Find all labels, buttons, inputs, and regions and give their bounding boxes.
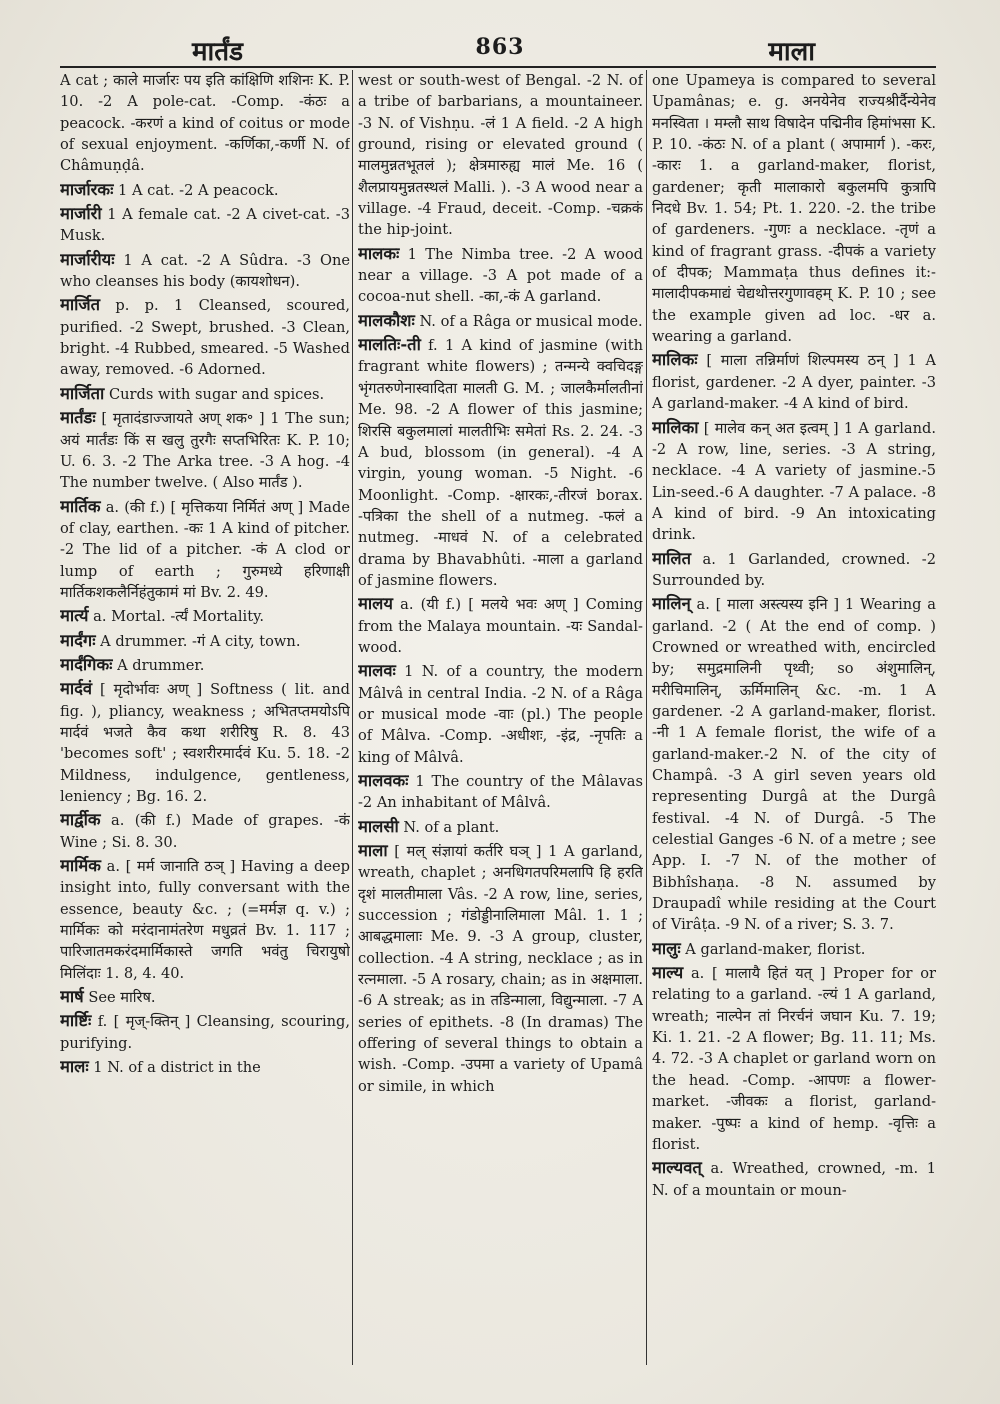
column-divider <box>646 70 647 1365</box>
entry-text: 1 A cat. -2 A peacock. <box>113 181 279 199</box>
entry-headword: मालित <box>652 548 692 568</box>
entry-headword: मार्ष्टिः <box>60 1011 92 1031</box>
entry-text: 1 N. of a district in the <box>88 1059 261 1077</box>
entry-headword: मार्तिक <box>60 496 101 516</box>
entry-text: a. Wreathed, crowned, -m. 1 N. of a mountain or moun- <box>652 1160 936 1199</box>
dictionary-entry <box>358 243 643 308</box>
dictionary-entry <box>358 593 643 658</box>
entry-text: a. Mortal. -र्त्यं Mortality. <box>88 608 265 626</box>
entry-headword: मार्जारीयः <box>60 249 115 269</box>
column-divider <box>352 70 353 1365</box>
entry-text: f. 1 A kind of jasmine (with fragrant white flowers) ; तन्मन्ये क्वचिदङ्ग भृंगतरुणेनास्वादिता मालती G. M. ; जालकैर्मालतीनां Me. 98. -2 A flower of this jasmine; शिरसि बकुलमालां मालतीभिः समेतां Rs. 2. 24. -3 A bud, blossom (in general). -4 A virgin, young woman. -5 Night. -6 Moonlight. -Comp. -क्षारकः,-तीरजं borax. -पत्रिका the shell of a nutmeg. -फलं a nutmeg. -माधवं N. of a celebrated drama by Bhavabhûti. -माला a garland of jasmine flowers. <box>358 337 643 589</box>
dictionary-entry <box>60 407 350 493</box>
entry-headword: मालवकः <box>358 771 409 790</box>
entry-headword: मालवः <box>358 661 396 681</box>
column-3 <box>652 70 936 1365</box>
entry-text: a. (यी f.) [ मलये भवः अण् ] Coming from the Malaya mountain. -यः Sandal-wood. <box>358 596 643 656</box>
dictionary-entry <box>60 605 350 627</box>
entry-text: a. [ मर्म जानाति ठञ् ] Having a deep insight into, fully conversant with the essence, beauty &c. ; (=मर्मज्ञ q. v.) ; मार्मिकः को मरंदानामंतरेण मधुव्रतं Bv. 1. 117 ; पारिजातमकरंदमार्मिकास्ते जगति भवंतु चिरायुषो मिलिंदाः 1. 8, 4. 40. <box>60 858 350 982</box>
entry-headword: मालिका <box>652 417 699 437</box>
entry-text: 1 A female cat. -2 A civet-cat. -3 Musk. <box>60 206 350 245</box>
entry-text: 1 The country of the Mâlavas -2 An inhabitant of Mâlvâ. <box>358 773 643 812</box>
dictionary-entry <box>652 1157 936 1201</box>
entry-text: west or south-west of Bengal. -2 N. of a tribe of barbarians, a mountaineer. -3 N. of Vishṇu. -लं 1 A field. -2 A high ground, rising or elevated ground ( मालमुन्नतभूतलं ); क्षेत्रमारुह्य मालं Me. 16 ( शैलप्रायमुन्नतस्थलं Malli. ). -3 A wood near a village. -4 Fraud, deceit. -Comp. -चक्रकं the hip-joint. <box>358 72 643 239</box>
dictionary-entry <box>652 938 936 960</box>
dictionary-entry <box>358 310 643 332</box>
entry-headword: मालिन् <box>652 594 691 614</box>
entry-text: a. (की f.) Made of grapes. -कं Wine ; Si. 8. 30. <box>60 812 350 851</box>
dictionary-entry <box>358 70 643 241</box>
entry-text: a. (की f.) [ मृत्तिकया निर्मितं अण् ] Made of clay, earthen. -कः 1 A kind of pitcher. -2 The lid of a pitcher. -कं A clod or lump of earth ; गुरुमध्ये हरिणाक्षी मार्तिकशकलैर्निहंतुकामं मां Bv. 2. 49. <box>60 498 350 601</box>
entry-text: a. [ माला अस्त्यस्य इनि ] 1 Wearing a garland. -2 ( At the end of comp. ) Crowned or wreathed with, encircled by; समुद्रमालिनी पृथ्वी; so अंशुमालिन्, मरीचिमालिन्, ऊर्मिमालिन् &c. -m. 1 A gardener. -2 A garland-maker, florist. -नी 1 A female florist, the wife of a garland-maker.-2 N. of the city of Champâ. -3 A girl seven years old representing Durgâ at the Durgâ festival. -4 N. of Durgâ. -5 The celestial Ganges -6 N. of a metre ; see App. I. -7 N. of the mother of Bibhîshaṇa. -8 N. assumed by Draupadî while residing at the Court of Virâṭa. -9 N. of a river; S. 3. 7. <box>652 596 936 934</box>
entry-text: N. of a plant. <box>398 818 500 836</box>
right-running-headword: माला <box>768 37 815 67</box>
header-rule <box>60 66 936 68</box>
dictionary-entry <box>60 249 350 293</box>
entry-headword: मार्जारी <box>60 204 102 224</box>
dictionary-entry <box>652 70 936 347</box>
entry-headword: माल्यवत् <box>652 1158 702 1178</box>
entry-headword: मार्द्वीक <box>60 810 101 830</box>
dictionary-entry <box>652 593 936 936</box>
dictionary-entry <box>358 334 643 591</box>
entry-headword: मालकौशः <box>358 310 415 330</box>
dictionary-entry <box>358 840 643 1097</box>
entry-text: A cat ; काले मार्जारः पय इति कांक्षिणि शशिनः K. P. 10. -2 A pole-cat. -Comp. -कंठः a peacock. -करणं a kind of coitus or mode of sexual enjoyment. -कर्णिका,-कर्णी N. of Châmuṇḍâ. <box>60 72 350 175</box>
dictionary-entry <box>358 770 643 814</box>
entry-text: See मारिष. <box>83 989 156 1007</box>
entry-text: A drummer. <box>112 656 205 674</box>
entry-headword: मार्जिता <box>60 383 105 403</box>
entry-text: [ मृदोर्भावः अण् ] Softness ( lit. and fig. ), pliancy, weakness ; अभितप्तमयोऽपि मार्दवं भजते कैव कथा शरीरिषु R. 8. 43 'becomes soft' ; स्वशरीरमार्दवं Ku. 5. 18. -2 Mildness, indulgence, gentleness, leniency ; Bg. 16. 2. <box>60 681 350 805</box>
entry-text: 1 A cat. -2 A Sûdra. -3 One who cleanses his body (कायशोधन). <box>60 251 350 291</box>
entry-text: f. [ मृज्-क्तिन् ] Cleansing, scouring, purifying. <box>60 1013 350 1052</box>
dictionary-entry <box>60 294 350 380</box>
dictionary-entry <box>60 383 350 405</box>
entry-text: 1 The Nimba tree. -2 A wood near a village. -3 A pot made of a cocoa-nut shell. -का,-कं A garland. <box>358 245 643 306</box>
entry-headword: मार्दंगिकः <box>60 654 113 674</box>
entry-headword: मालय <box>358 594 393 614</box>
dictionary-entry <box>60 1056 350 1078</box>
dictionary-entry <box>60 203 350 247</box>
dictionary-entry <box>60 809 350 853</box>
columns <box>60 70 936 1365</box>
dictionary-entry <box>60 855 350 984</box>
column-2 <box>358 70 643 1365</box>
entry-headword: मालः <box>60 1057 89 1077</box>
dictionary-entry <box>60 986 350 1008</box>
entry-headword: माल्य <box>652 963 684 983</box>
dictionary-entry <box>60 496 350 604</box>
entry-headword: मार्मिक <box>60 856 101 876</box>
entry-headword: मालकः <box>358 243 400 263</box>
entry-text: A garland-maker, florist. <box>680 940 866 958</box>
page-header <box>60 30 940 70</box>
entry-text: a. [ मालायै हितं यत् ] Proper for or relating to a garland. -ल्यं 1 A garland, wreath; नाल्पेन तां निरर्चनं जघान Ku. 7. 19; Ki. 1. 21. -2 A flower; Bg. 11. 11; Ms. 4. 72. -3 A chaplet or garland worn on the head. -Comp. -आपणः a flower-market. -जीवकः a florist, garland-maker. -पुष्पः a kind of hemp. -वृत्तिः a florist. <box>652 965 936 1153</box>
entry-text: [ मल् संज्ञायां कर्तरि घञ् ] 1 A garland, wreath, chaplet ; अनधिगतपरिमलापि हि हरति दृशं मालतीमाला Vâs. -2 A row, line, series, succession ; गंडोड्डीनालिमाला Mâl. 1. 1 ; आबद्धमालाः Me. 9. -3 A group, cluster, collection. -4 A string, necklace ; as in रत्नमाला. -5 A rosary, chain; as in अक्षमाला. -6 A streak; as in तडिन्माला, विद्युन्माला. -7 A series of epithets. -8 (In dramas) The offering of several things to obtain a wish. -Comp. -उपमा a variety of Upamâ or simile, in which <box>358 843 643 1095</box>
dictionary-entry <box>60 1010 350 1054</box>
dictionary-entry <box>358 816 643 838</box>
entry-headword: माला <box>358 841 388 861</box>
dictionary-entry <box>60 654 350 676</box>
entry-headword: मार्जारकः <box>60 179 114 199</box>
entry-headword: मार्दवं <box>60 679 93 699</box>
entry-headword: मार्तंडः <box>60 408 96 428</box>
entry-headword: मार्दंगः <box>60 630 96 650</box>
entry-headword: मालिकः <box>652 350 698 370</box>
dictionary-entry <box>652 962 936 1155</box>
dictionary-entry <box>652 349 936 414</box>
dictionary-entry <box>60 630 350 652</box>
entry-headword: मालसी <box>358 816 399 836</box>
left-running-headword: मार्तंड <box>192 37 244 67</box>
entry-headword: मालुः <box>652 938 681 958</box>
entry-headword: मालतिः-ती <box>358 335 421 355</box>
entry-text: one Upameya is compared to several Upamânas; e. g. अनयेनेव राज्यश्रीर्दैन्येनेव मनस्विता । मम्लौ साथ विषादेन पद्मिनीव हिमांभसा K. P. 10. -कंठः N. of a plant ( अपामार्ग ). -करः, -कारः 1. a garland-maker, florist, gardener; कृती मालाकारो बकुलमपि कुत्रापि निदधे Bv. 1. 54; Pt. 1. 220. -2. the tribe of gardeners. -गुणः a necklace. -तृणं a kind of fragrant grass. -दीपकं a variety of दीपक; Mammaṭa thus defines it:-मालादीपकमाद्यं चेद्यथोत्तरगुणावहम् K. P. 10 ; see the example given ad loc. -धर a. wearing a garland. <box>652 72 936 346</box>
column-1 <box>60 70 350 1365</box>
entry-headword: मार्त्य <box>60 606 89 626</box>
entry-text: [ मालेव कन् अत इत्वम् ] 1 A garland. -2 A row, line, series. -3 A string, necklace. -4 A variety of jasmine.-5 Lin-seed.-6 A daughter. -7 A palace. -8 A kind of bird. -9 An intoxicating drink. <box>652 419 936 544</box>
entry-text: A drummer. -गं A city, town. <box>95 632 301 650</box>
entry-headword: मार्जित <box>60 295 101 315</box>
dictionary-entry <box>358 660 643 768</box>
entry-text: p. p. 1 Cleansed, scoured, purified. -2 Swept, brushed. -3 Clean, bright. -4 Rubbed, smeared. -5 Washed away, removed. -6 Adorned. <box>60 297 350 379</box>
dictionary-entry <box>60 70 350 177</box>
dictionary-entry <box>60 179 350 201</box>
dictionary-entry <box>652 548 936 592</box>
entry-headword: मार्ष <box>60 987 84 1007</box>
entry-text: a. 1 Garlanded, crowned. -2 Surrounded by. <box>652 550 936 589</box>
entry-text: [ मृतादंडाज्जायते अण् शक॰ ] 1 The sun; अयं मार्तंडः किं स खलु तुरगैः सप्तभिरितः K. P. 10; U. 6. 3. -2 The Arka tree. -3 A hog. -4 The number twelve. ( Also मार्तंड ). <box>60 410 350 492</box>
entry-text: N. of a Râga or musical mode. <box>414 312 643 330</box>
page-number: 863 <box>475 34 525 60</box>
entry-text: [ माला तन्निर्माणं शिल्पमस्य ठन् ] 1 A florist, gardener. -2 A dyer, painter. -3 A garland-maker. -4 A kind of bird. <box>652 352 936 413</box>
dictionary-entry <box>652 417 936 546</box>
entry-text: 1 N. of a country, the modern Mâlvâ in central India. -2 N. of a Râga or musical mode -वाः (pl.) The people of Mâlva. -Comp. -अधीशः, -इंद्र, -नृपतिः a king of Mâlvâ. <box>358 663 643 766</box>
entry-text: Curds with sugar and spices. <box>104 385 325 403</box>
dictionary-entry <box>60 678 350 807</box>
